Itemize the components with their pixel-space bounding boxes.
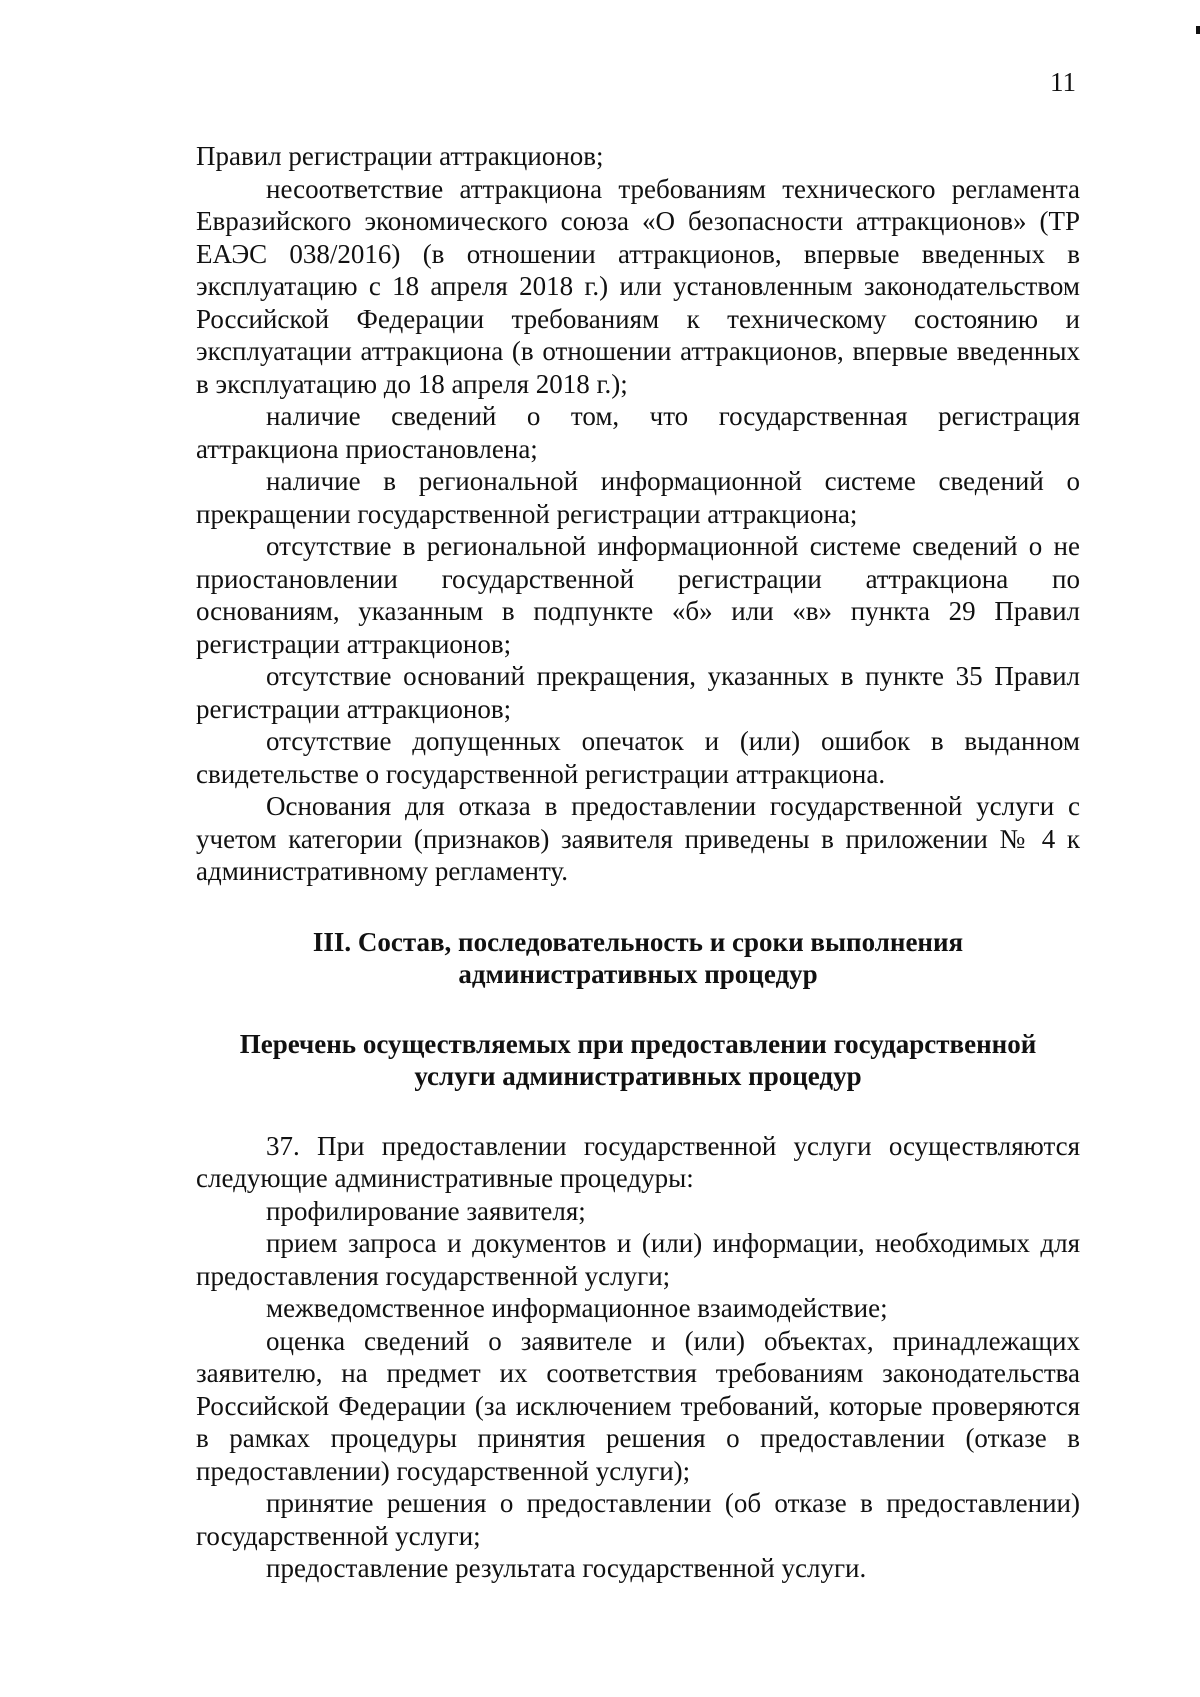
section-heading-line1: III. Состав, последовательность и сроки выполнения — [312, 926, 964, 957]
paragraph-no-errors: отсутствие допущенных опечаток и (или) ошибок в выданном свидетельстве о государственной регистрации аттракциона. — [196, 726, 1080, 789]
paragraph-37: 37. При предоставлении государственной услуги осуществляются следующие административные процедуры: — [196, 1130, 1080, 1193]
list-item-profiling: профилирование заявителя; — [266, 1195, 586, 1226]
paragraph-continuation: Правил регистрации аттракционов; — [196, 141, 604, 171]
scan-corner-mark — [1196, 26, 1200, 34]
paragraph-no-termination-grounds: отсутствие оснований прекращения, указанных в пункте 35 Правил регистрации аттракционов; — [196, 661, 1080, 724]
list-item-decision: принятие решения о предоставлении (об отказе в предоставлении) государственной услуги; — [196, 1488, 1080, 1551]
page-number: 11 — [1050, 67, 1076, 97]
subsection-heading-line1: Перечень осуществляемых при предоставлении государственной — [239, 1028, 1037, 1059]
paragraph-refusal-grounds: Основания для отказа в предоставлении государственной услуги с учетом категории (признаков) заявителя приведены в приложении № 4 к административному регламенту. — [196, 791, 1080, 886]
paragraph-nonconformity: несоответствие аттракциона требованиям технического регламента Евразийского экономического союза «О безопасности аттракционов» (ТР ЕАЭС 038/2016) (в отношении аттракционов, впервые введенных в эксплуатацию с 18 апреля 2018 г.) или установленным законодательством Российской Федерации требованиям к техническому состоянию и эксплуатации аттракциона (в отношении аттракционов, впервые введенных в эксплуатацию до 18 апреля 2018 г.); — [196, 173, 1080, 399]
section-heading — [196, 926, 1080, 990]
subsection-heading — [196, 1028, 1080, 1092]
list-item-interagency: межведомственное информационное взаимодействие; — [266, 1293, 888, 1323]
document-body — [196, 140, 1080, 1585]
subsection-heading-line2: услуги административных процедур — [414, 1060, 862, 1091]
list-item-request-intake: прием запроса и документов и (или) информации, необходимых для предоставления государственной услуги; — [196, 1228, 1080, 1291]
paragraph-suspended: наличие сведений о том, что государственная регистрация аттракциона приостановлена; — [196, 401, 1080, 464]
list-item-result: предоставление результата государственной услуги. — [266, 1553, 867, 1583]
paragraph-no-suspension: отсутствие в региональной информационной системе сведений о не приостановлении государственной регистрации аттракциона по основаниям, указанным в подпункте «б» или «в» пункта 29 Правил регистрации аттракционов; — [196, 531, 1080, 659]
list-item-assessment: оценка сведений о заявителе и (или) объектах, принадлежащих заявителю, на предмет их соответствия требованиям законодательства Российской Федерации (за исключением требований, которые проверяются в рамках процедуры принятия решения о предоставлении (отказе в предоставлении) государственной услуги); — [196, 1325, 1080, 1486]
section-heading-line2: административных процедур — [458, 958, 818, 989]
paragraph-terminated: наличие в региональной информационной системе сведений о прекращении государственной регистрации аттракциона; — [196, 466, 1080, 529]
